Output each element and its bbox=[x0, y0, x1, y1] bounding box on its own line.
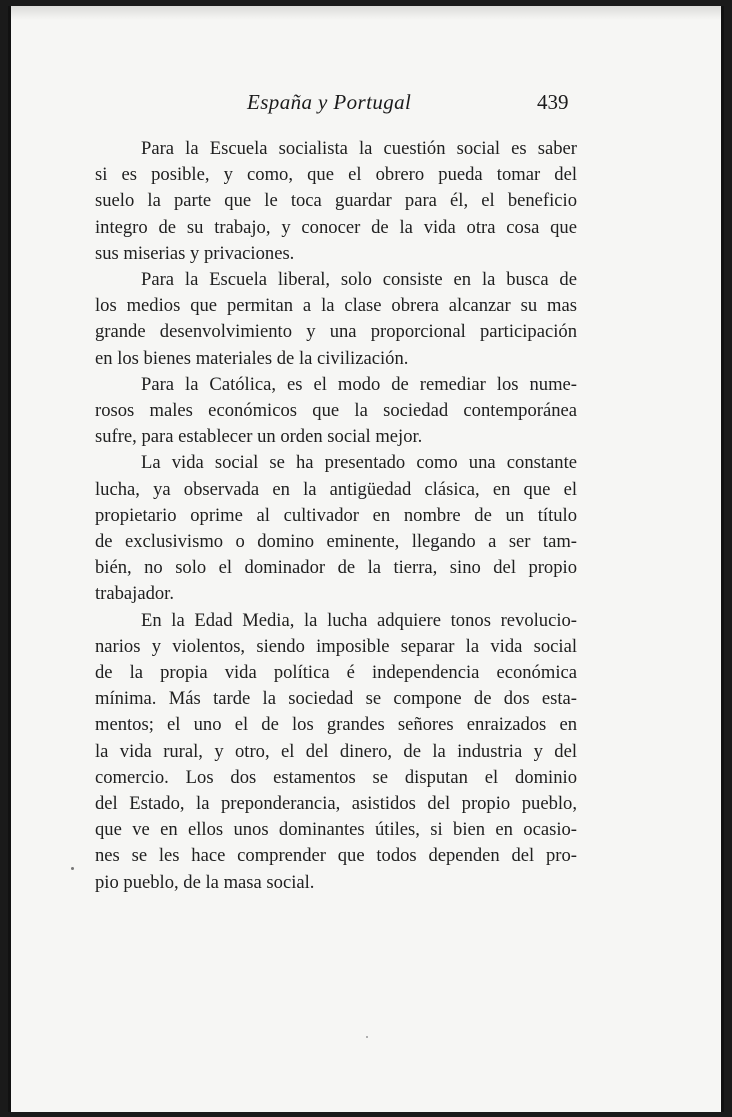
text-line: nes se les hace comprender que todos dependen del pro- bbox=[95, 845, 577, 867]
text-line: sus miserias y privaciones. bbox=[95, 242, 295, 264]
text-line: propietario oprime al cultivador en nombre de un título bbox=[95, 504, 577, 526]
text-line: lucha, ya observada en la antigüedad clásica, en que el bbox=[95, 478, 577, 500]
scan-speck bbox=[71, 867, 74, 870]
text-line: la vida rural, y otro, el del dinero, de la industria y del bbox=[95, 740, 577, 762]
text-line: de la propia vida política é independencia económica bbox=[95, 662, 577, 684]
text-line: narios y violentos, siendo imposible separar la vida social bbox=[95, 635, 577, 657]
text-line: del Estado, la preponderancia, asistidos del propio pueblo, bbox=[95, 793, 577, 815]
running-head bbox=[11, 90, 721, 120]
scan-speck bbox=[366, 1036, 368, 1038]
text-line: integro de su trabajo, y conocer de la vida otra cosa que bbox=[95, 216, 577, 238]
text-line: Para la Católica, es el modo de remediar los nume- bbox=[141, 373, 577, 395]
text-line: La vida social se ha presentado como una constante bbox=[141, 452, 577, 474]
text-line: mínima. Más tarde la sociedad se compone de dos esta- bbox=[95, 688, 577, 710]
page-number: 439 bbox=[537, 90, 569, 114]
text-line: bién, no solo el dominador de la tierra, sino del propio bbox=[95, 557, 577, 579]
text-line: los medios que permitan a la clase obrera alcanzar su mas bbox=[95, 295, 577, 317]
text-line: Para la Escuela liberal, solo consiste en la busca de bbox=[141, 269, 577, 291]
book-page bbox=[8, 6, 724, 1112]
text-line: mentos; el uno el de los grandes señores enraizados en bbox=[95, 714, 577, 736]
text-line: sufre, para establecer un orden social mejor. bbox=[95, 426, 423, 448]
body-text bbox=[95, 136, 577, 896]
paragraph-catholic-school bbox=[95, 372, 577, 451]
text-line: grande desenvolvimiento y una proporcional participación bbox=[95, 321, 577, 343]
paragraph-liberal-school bbox=[95, 267, 577, 372]
text-line: Para la Escuela socialista la cuestión social es saber bbox=[141, 138, 577, 159]
running-title: España y Portugal bbox=[247, 90, 412, 114]
text-line: En la Edad Media, la lucha adquiere tonos revolucio- bbox=[141, 609, 577, 631]
text-line: comercio. Los dos estamentos se disputan el dominio bbox=[95, 766, 577, 788]
text-line: si es posible, y como, que el obrero pueda tomar del bbox=[95, 164, 577, 186]
text-line: trabajador. bbox=[95, 583, 174, 605]
text-line: que ve en ellos unos dominantes útiles, si bien en ocasio- bbox=[95, 819, 577, 841]
text-line: rosos males económicos que la sociedad contemporánea bbox=[95, 400, 577, 422]
text-line: pio pueblo, de la masa social. bbox=[95, 871, 315, 893]
text-line: suelo la parte que le toca guardar para él, el beneficio bbox=[95, 190, 577, 212]
paragraph-socialist-school bbox=[95, 136, 577, 267]
text-line: de exclusivismo o domino eminente, llegando a ser tam- bbox=[95, 531, 577, 553]
paragraph-middle-ages bbox=[95, 608, 577, 896]
paragraph-social-life bbox=[95, 450, 577, 607]
text-line: en los bienes materiales de la civilización. bbox=[95, 347, 409, 369]
